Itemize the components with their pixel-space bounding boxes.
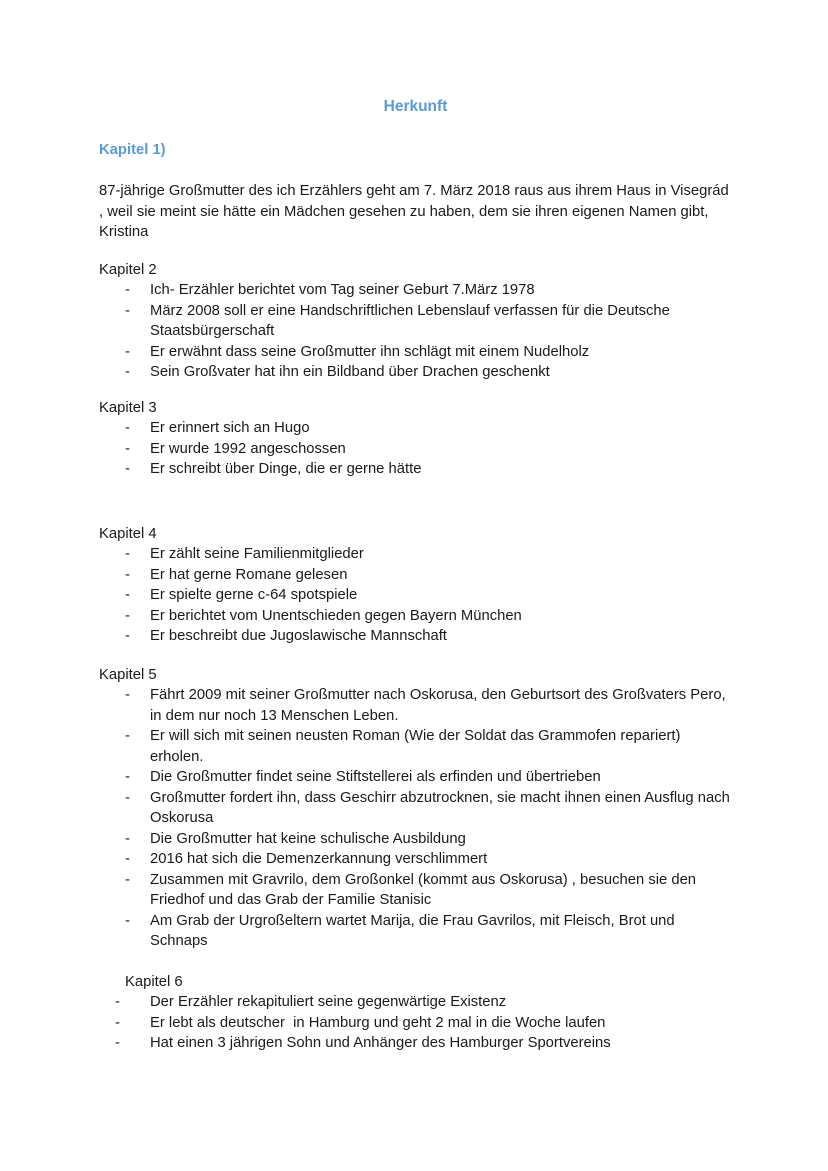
bullet-text: Er erinnert sich an Hugo [150,420,310,436]
bullet-item [99,870,732,911]
section-kapitel-5 [99,665,732,952]
bullet-text: Hat einen 3 jährigen Sohn und Anhänger des Hamburger Sportvereins [150,1035,611,1051]
bullet-item [99,849,732,870]
bullet-dash: - [125,830,130,847]
bullet-dash: - [125,461,130,477]
bullet-item [99,459,732,480]
bullet-text: Er wurde 1992 angeschossen [150,440,346,457]
bullet-dash: - [125,587,130,603]
bullet-text: Am Grab der Urgroßeltern wartet Marija, die Frau Gavrilos, mit Fleisch, Brot und Schnaps [150,912,679,949]
bullet-dash: - [125,912,130,929]
bullet-text: Er spielte gerne c-64 spotspiele [150,587,358,603]
bullet-text: Er lebt als deutscher in Hamburg und geht 2 mal in die Woche laufen [150,1014,606,1031]
bullet-dash: - [125,628,130,644]
bullet-dash: - [125,789,130,806]
bullet-item [99,301,732,342]
bullet-item [99,565,732,586]
bullet-list [99,992,732,1054]
bullet-dash: - [125,687,130,703]
bullet-item [99,280,732,301]
bullet-dash: - [125,420,130,436]
bullet-dash: - [125,769,130,785]
bullet-text: 2016 hat sich die Demenzerkannung verschlimmert [150,851,488,867]
bullet-text: Er beschreibt due Jugoslawische Mannschaft [150,628,447,644]
bullet-text: Er berichtet vom Unentschieden gegen Bayern München [150,607,522,624]
section-kapitel-3 [99,398,732,480]
bullet-item [99,606,732,627]
bullet-dash: - [125,343,130,360]
bullet-text: Großmutter fordert ihn, dass Geschirr abzutrocknen, sie macht ihnen einen Ausflug nach Oskorusa [150,789,734,826]
bullet-item [99,439,732,460]
bullet-text: Ich- Erzähler berichtet vom Tag seiner Geburt 7.März 1978 [150,282,535,298]
bullet-item [99,829,732,850]
bullet-text: März 2008 soll er eine Handschriftlichen Lebenslauf verfassen für die Deutsche Staatsbürgerschaft [150,302,674,339]
bullet-item [99,342,732,363]
bullet-dash: - [125,440,130,457]
section-heading: Kapitel 3 [99,399,157,416]
document-title: Herkunft [383,98,448,115]
section-heading: Kapitel 6 [125,973,183,990]
bullet-item [99,585,732,606]
bullet-text: Er erwähnt dass seine Großmutter ihn schlägt mit einem Nudelholz [150,343,590,360]
section-paragraph: 87-jährige Großmutter des ich Erzählers geht am 7. März 2018 raus aus ihrem Haus in Visegrád , weil sie meint sie hätte ein Mädchen gesehen zu haben, dem sie ihren eigenen Namen gibt, Kristina [99,183,733,240]
bullet-dash: - [125,546,130,562]
bullet-text: Er zählt seine Familienmitglieder [150,546,364,562]
bullet-item [99,685,732,726]
bullet-text: Zusammen mit Gravrilo, dem Großonkel (kommt aus Oskorusa) , besuchen sie den Friedhof und das Grab der Familie Stanisic [150,871,701,908]
bullet-text: Fährt 2009 mit seiner Großmutter nach Oskorusa, den Geburtsort des Großvaters Pero, in dem nur noch 13 Menschen Leben. [150,687,730,724]
bullet-text: Sein Großvater hat ihn ein Bildband über Drachen geschenkt [150,364,550,380]
bullet-dash: - [115,994,120,1010]
bullet-dash: - [115,1014,120,1031]
bullet-item [99,788,732,829]
bullet-text: Der Erzähler rekapituliert seine gegenwärtige Existenz [150,994,507,1010]
bullet-text: Die Großmutter hat keine schulische Ausbildung [150,830,466,847]
bullet-item [99,911,732,952]
bullet-dash: - [125,282,130,298]
section-kapitel-2 [99,260,732,383]
bullet-text: Er hat gerne Romane gelesen [150,566,348,583]
bullet-dash: - [125,566,130,583]
bullet-text: Er will sich mit seinen neusten Roman (Wie der Soldat das Grammofen repariert) erholen. [150,728,685,765]
bullet-dash: - [125,302,130,319]
bullet-list [99,280,732,383]
bullet-dash: - [125,851,130,867]
bullet-item [99,544,732,565]
section-heading: Kapitel 2 [99,261,157,278]
bullet-item [99,362,732,383]
bullet-item [99,726,732,767]
bullet-dash: - [125,871,130,888]
section-kapitel-1 [99,140,732,243]
bullet-item [99,767,732,788]
bullet-item [99,418,732,439]
section-kapitel-6 [99,972,732,1054]
bullet-item [99,992,732,1013]
bullet-dash: - [125,364,130,380]
bullet-text: Die Großmutter findet seine Stiftstellerei als erfinden und übertrieben [150,769,601,785]
bullet-dash: - [125,607,130,624]
section-kapitel-4 [99,524,732,647]
bullet-list [99,685,732,952]
section-heading: Kapitel 5 [99,666,157,683]
section-heading: Kapitel 1) [99,141,166,158]
bullet-text: Er schreibt über Dinge, die er gerne hätte [150,461,422,477]
section-heading: Kapitel 4 [99,525,157,542]
bullet-item [99,626,732,647]
bullet-item [99,1033,732,1054]
bullet-item [99,1013,732,1034]
bullet-dash: - [125,728,130,744]
bullet-list [99,544,732,647]
bullet-list [99,418,732,480]
bullet-dash: - [115,1035,120,1051]
